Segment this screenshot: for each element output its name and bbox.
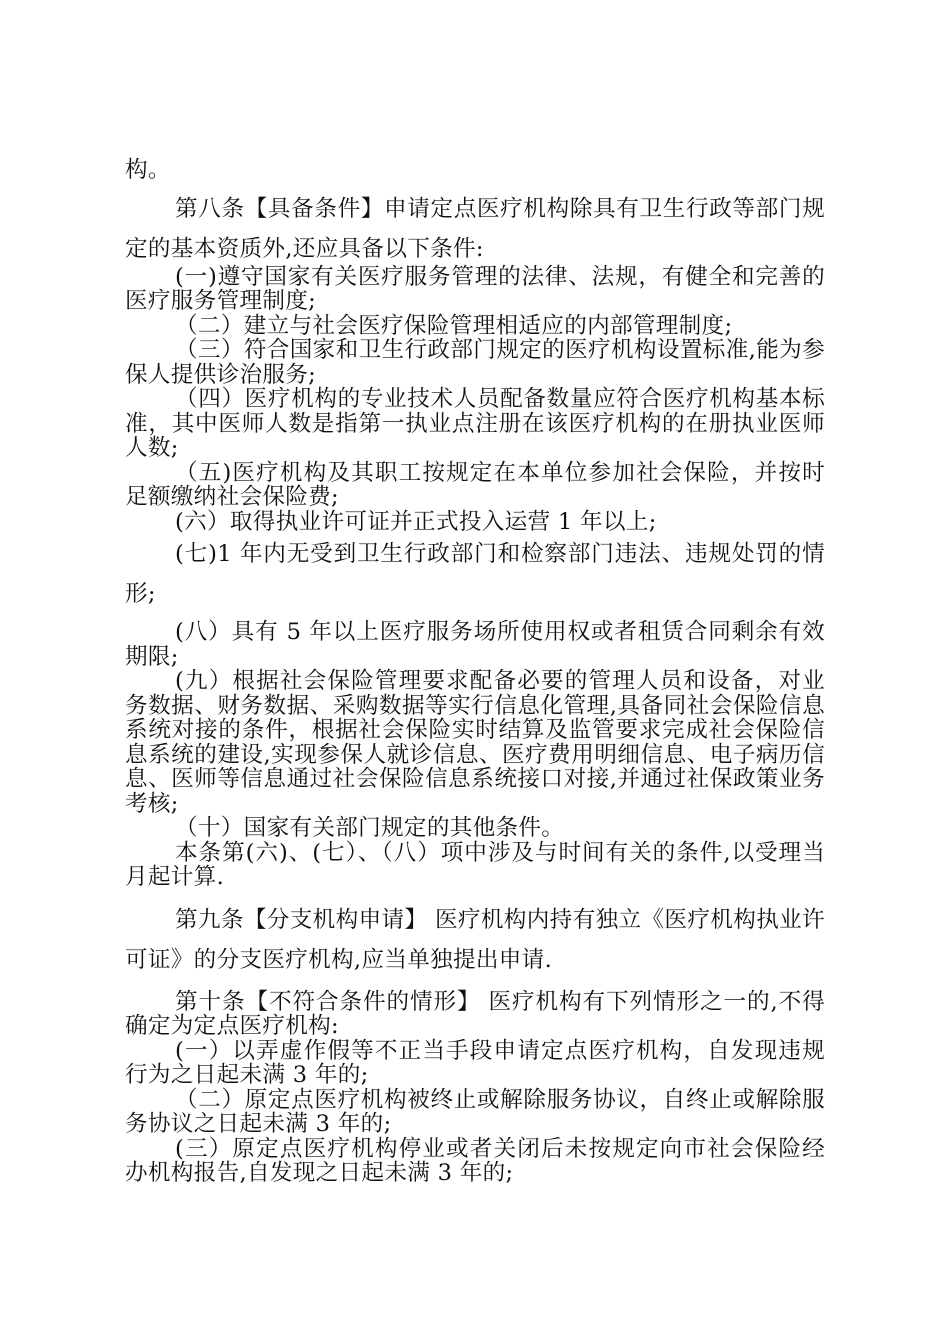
paragraph-continuation: 构。 bbox=[125, 157, 171, 183]
article-8-item-1: (一)遵守国家有关医疗服务管理的法律、法规，有健全和完善的医疗服务管理制度; bbox=[125, 263, 825, 314]
article-8-note: 本条第(六)、(七）、（八）项中涉及与时间有关的条件,以受理当月起计算. bbox=[125, 839, 825, 890]
article-8-item-8: (八）具有 5 年以上医疗服务场所使用权或者租赁合同剩余有效期限; bbox=[125, 619, 825, 670]
article-8-heading: 第八条【具备条件】申请定点医疗机构除具有卫生行政等部门规定的基本资质外,还应具备以下条件: bbox=[125, 195, 825, 262]
article-10-heading: 第十条【不符合条件的情形】 医疗机构有下列情形之一的,不得确定为定点医疗机构: bbox=[125, 988, 825, 1039]
article-8-item-7: (七)1 年内无受到卫生行政部门和检察部门违法、违规处罚的情形; bbox=[125, 541, 825, 607]
article-8-item-3: （三）符合国家和卫生行政部门规定的医疗机构设置标准,能为参保人提供诊治服务; bbox=[125, 337, 825, 388]
article-10-item-1: (一）以弄虚作假等不正当手段申请定点医疗机构，自发现违规行为之日起未满 3 年的; bbox=[125, 1037, 825, 1088]
article-8-item-4: （四）医疗机构的专业技术人员配备数量应符合医疗机构基本标准，其中医师人数是指第一执业点注册在该医疗机构的在册执业医师人数; bbox=[125, 386, 825, 461]
article-9: 第九条【分支机构申请】 医疗机构内持有独立《医疗机构执业许可证》的分支医疗机构,应当单独提出申请. bbox=[125, 906, 825, 973]
article-8-item-6: (六）取得执业许可证并正式投入运营 1 年以上; bbox=[175, 508, 657, 535]
article-8-item-9: (九）根据社会保险管理要求配备必要的管理人员和设备，对业务数据、财务数据、采购数据等实行信息化管理,具备同社会保险信息系统对接的条件，根据社会保险实时结算及监管要求完成社会保险信息系统的建设,实现参保人就诊信息、医疗费用明细信息、电子病历信息、医师等信息通过社会保险信息系统接口对接,并通过社保政策业务考核; bbox=[125, 668, 825, 817]
document-body bbox=[125, 158, 825, 1186]
article-8-item-10: （十）国家有关部门规定的其他条件。 bbox=[175, 815, 565, 841]
article-10-item-3: (三）原定点医疗机构停业或者关闭后未按规定向市社会保险经办机构报告,自发现之日起未满 3 年的; bbox=[125, 1135, 825, 1186]
article-10-item-2: （二）原定点医疗机构被终止或解除服务协议，自终止或解除服务协议之日起未满 3 年的; bbox=[125, 1086, 825, 1137]
article-8-item-5: （五)医疗机构及其职工按规定在本单位参加社会保险，并按时足额缴纳社会保险费; bbox=[125, 459, 825, 510]
article-8-item-2: （二）建立与社会医疗保险管理相适应的内部管理制度; bbox=[175, 312, 733, 339]
